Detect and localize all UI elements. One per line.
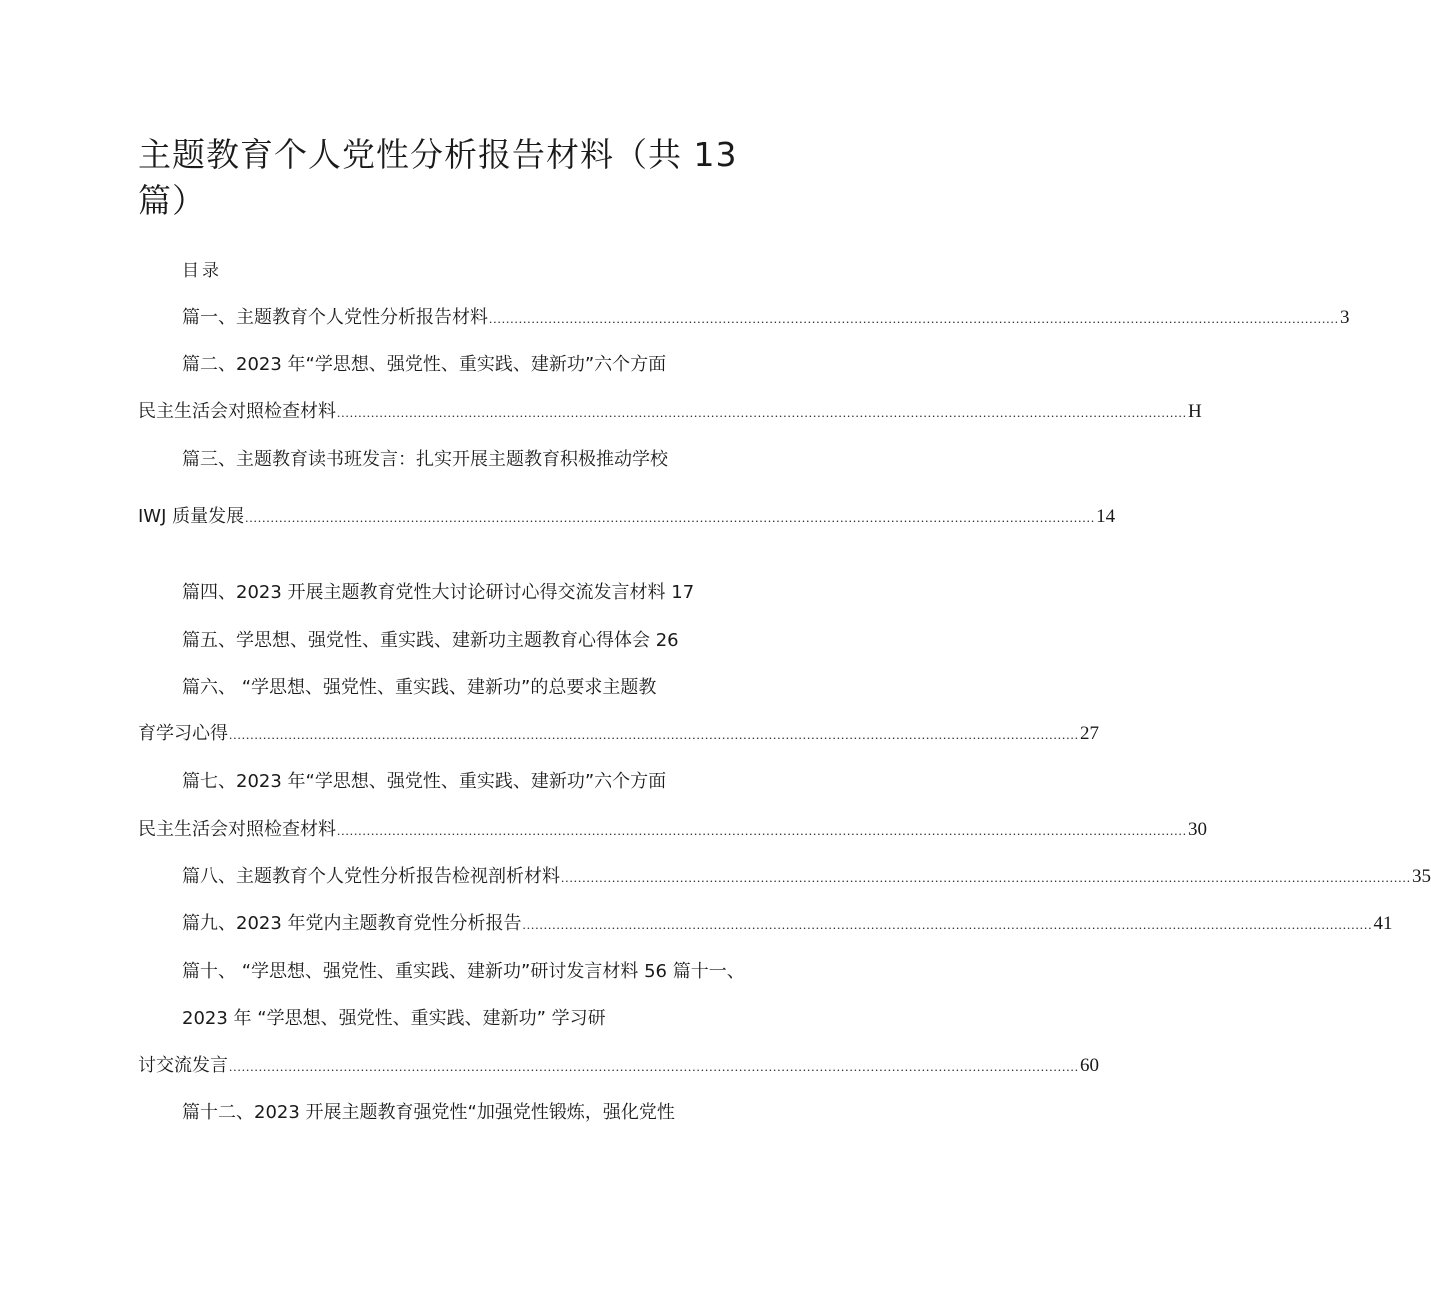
toc-entry-3[interactable] bbox=[182, 445, 668, 471]
toc-entry-label: 篇五、学思想、强党性、重实践、建新功主题教育心得体会 26 bbox=[182, 630, 679, 651]
toc-entry-label: 育学习心得 bbox=[138, 723, 228, 744]
leader-dots: ........................................................................................................................................................................................................ bbox=[229, 1059, 1079, 1074]
toc-entry-12[interactable] bbox=[182, 1098, 675, 1124]
toc-entry-label: 2023 年 “学思想、强党性、重实践、建新功” 学习研 bbox=[182, 1008, 606, 1029]
leader-dots: ........................................................................................................................................................................................................ bbox=[561, 870, 1411, 885]
toc-entry-label: 篇七、2023 年“学思想、强党性、重实践、建新功”六个方面 bbox=[182, 771, 667, 792]
toc-entry-page: 60 bbox=[1080, 1055, 1099, 1076]
leader-dots: ........................................................................................................................................................................................................ bbox=[489, 311, 1339, 326]
toc-entry-9[interactable] bbox=[182, 909, 1393, 935]
toc-entry-4[interactable] bbox=[182, 578, 694, 604]
toc-entry-label: 篇十、 “学思想、强党性、重实践、建新功”研讨发言材料 56 篇十一、 bbox=[182, 961, 745, 982]
toc-entry-label: 篇九、2023 年党内主题教育党性分析报告 bbox=[182, 913, 522, 934]
toc-entry-11[interactable] bbox=[182, 1004, 606, 1030]
toc-entry-page: 41 bbox=[1373, 913, 1393, 934]
toc-entry-label: 篇一、主题教育个人党性分析报告材料 bbox=[182, 307, 488, 328]
toc-entry-page: 3 bbox=[1340, 307, 1350, 328]
toc-entry-page: H bbox=[1188, 401, 1202, 422]
toc-entry-5[interactable] bbox=[182, 626, 679, 652]
toc-entry-1[interactable] bbox=[182, 303, 1350, 329]
toc-entry-page: 14 bbox=[1096, 506, 1116, 527]
toc-entry-page: 35 bbox=[1412, 866, 1431, 887]
document-title: 主题教育个人党性分析报告材料（共 13 篇） bbox=[138, 135, 738, 220]
toc-entry-label: 篇四、2023 开展主题教育党性大讨论研讨心得交流发言材料 17 bbox=[182, 582, 695, 603]
toc-entry-label: 篇六、 “学思想、强党性、重实践、建新功”的总要求主题教 bbox=[182, 677, 657, 698]
toc-entry-label: 民主生活会对照检查材料 bbox=[138, 819, 336, 840]
toc-entry-10[interactable] bbox=[182, 957, 745, 983]
toc-entry-label: 篇十二、2023 开展主题教育强党性“加强党性锻炼，强化党性 bbox=[182, 1102, 675, 1123]
toc-entry-label: 篇二、2023 年“学思想、强党性、重实践、建新功”六个方面 bbox=[182, 354, 667, 375]
toc-entry-3-cont[interactable] bbox=[138, 502, 1116, 528]
toc-entry-label: IWJ 质量发展 bbox=[138, 506, 245, 527]
toc-entry-page: 30 bbox=[1188, 819, 1207, 840]
leader-dots: ........................................................................................................................................................................................................ bbox=[229, 727, 1079, 742]
leader-dots: ........................................................................................................................................................................................................ bbox=[245, 510, 1096, 525]
toc-entry-7-cont[interactable] bbox=[138, 815, 1207, 841]
leader-dots: ........................................................................................................................................................................................................ bbox=[522, 917, 1373, 932]
toc-entry-label: 篇三、主题教育读书班发言：扎实开展主题教育积极推动学校 bbox=[182, 449, 668, 470]
toc-entry-6-cont[interactable] bbox=[138, 719, 1099, 745]
toc-entry-7[interactable] bbox=[182, 767, 666, 793]
toc-entry-6[interactable] bbox=[182, 673, 656, 699]
toc-entry-label: 讨交流发言 bbox=[138, 1055, 228, 1076]
toc-entry-2[interactable] bbox=[182, 350, 666, 376]
toc-entry-8[interactable] bbox=[182, 862, 1431, 888]
toc-heading: 目录 bbox=[182, 261, 222, 281]
toc-entry-label: 民主生活会对照检查材料 bbox=[138, 401, 336, 422]
toc-entry-label: 篇八、主题教育个人党性分析报告检视剖析材料 bbox=[182, 866, 560, 887]
toc-entry-11-cont[interactable] bbox=[138, 1051, 1099, 1077]
toc-entry-2-cont[interactable] bbox=[138, 397, 1202, 423]
leader-dots: ........................................................................................................................................................................................................ bbox=[337, 823, 1187, 838]
leader-dots: ........................................................................................................................................................................................................ bbox=[337, 405, 1187, 420]
toc-entry-page: 27 bbox=[1080, 723, 1099, 744]
